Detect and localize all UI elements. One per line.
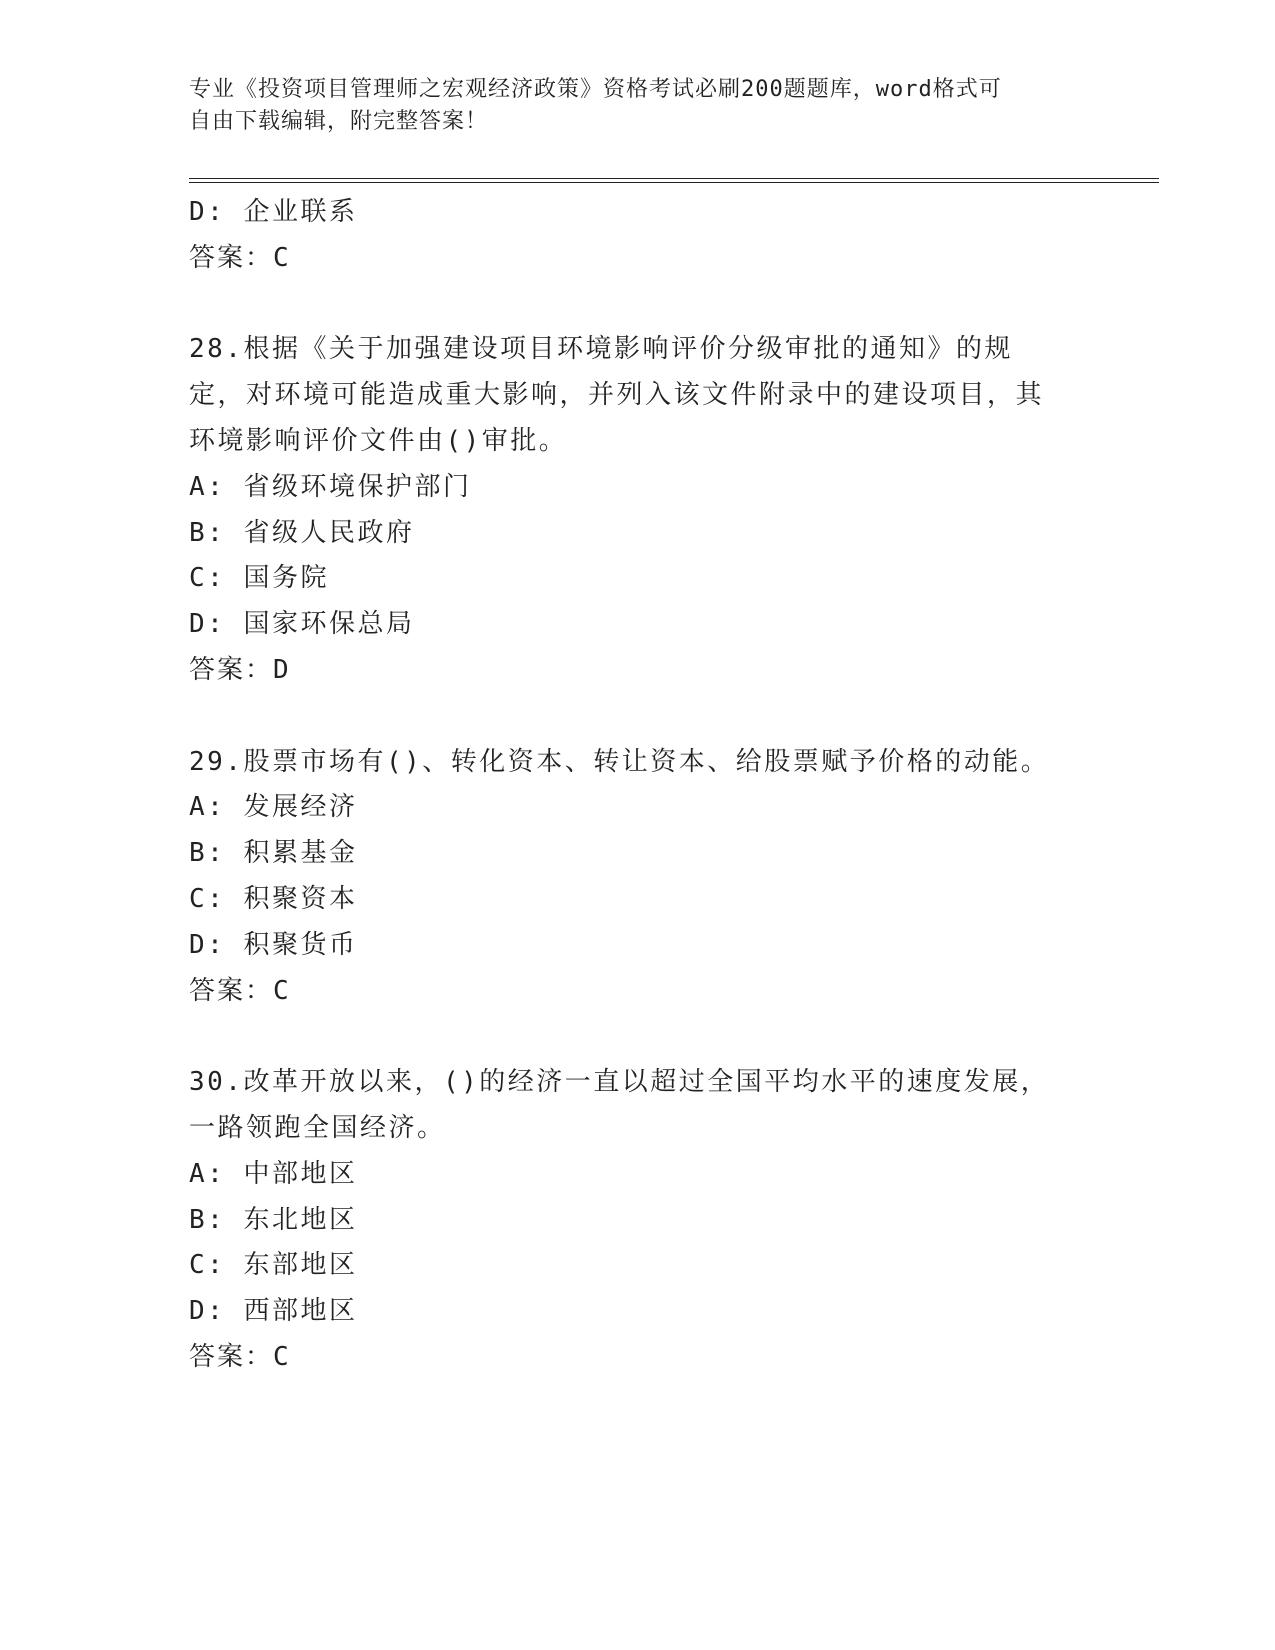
answer-value: C xyxy=(273,242,291,273)
option-d: D: 企业联系 xyxy=(189,197,358,227)
answer-value: C xyxy=(273,1341,291,1372)
header-line-1: 专业《投资项目管理师之宏观经济政策》资格考试必刷200题题库，word格式可 xyxy=(189,77,1002,102)
option-d: D: 西部地区 xyxy=(189,1296,358,1327)
option-c: C: 积聚资本 xyxy=(189,883,358,914)
previous-question-tail xyxy=(189,190,1089,282)
answer-line xyxy=(189,648,1089,694)
document-body xyxy=(189,190,1089,1381)
answer-label: 答案： xyxy=(189,242,274,273)
answer-value: D xyxy=(273,654,291,685)
question-text: 29.股票市场有()、转化资本、转让资本、给股票赋予价格的动能。 xyxy=(189,746,1050,777)
answer-value: C xyxy=(273,975,291,1006)
answer-label: 答案： xyxy=(189,975,274,1006)
question-29 xyxy=(189,740,1089,1015)
answer-label: 答案： xyxy=(189,654,274,685)
option-b: B: 东北地区 xyxy=(189,1204,358,1235)
option-a: A: 中部地区 xyxy=(189,1158,358,1189)
question-28 xyxy=(189,327,1089,693)
option-d: D: 积聚货币 xyxy=(189,929,358,960)
option-c: C: 东部地区 xyxy=(189,1250,358,1281)
option-b: B: 积累基金 xyxy=(189,838,358,869)
page-header xyxy=(189,74,1069,138)
question-text: 30.改革开放以来，()的经济一直以超过全国平均水平的速度发展，一路领跑全国经济。 xyxy=(189,1067,1050,1143)
answer-label: 答案： xyxy=(189,1341,274,1372)
question-30 xyxy=(189,1060,1089,1381)
answer-line xyxy=(189,1335,1089,1381)
option-a: A: 发展经济 xyxy=(189,792,358,823)
option-d: D: 国家环保总局 xyxy=(189,609,415,640)
option-a: A: 省级环境保护部门 xyxy=(189,471,472,502)
answer-line xyxy=(189,969,1089,1015)
option-c: C: 国务院 xyxy=(189,563,329,594)
question-text: 28.根据《关于加强建设项目环境影响评价分级审批的通知》的规定，对环境可能造成重大影响，并列入该文件附录中的建设项目，其环境影响评价文件由()审批。 xyxy=(189,334,1045,456)
header-divider xyxy=(189,178,1159,183)
header-line-2: 自由下载编辑，附完整答案！ xyxy=(189,109,489,134)
option-b: B: 省级人民政府 xyxy=(189,517,415,548)
answer-line xyxy=(189,236,1089,282)
